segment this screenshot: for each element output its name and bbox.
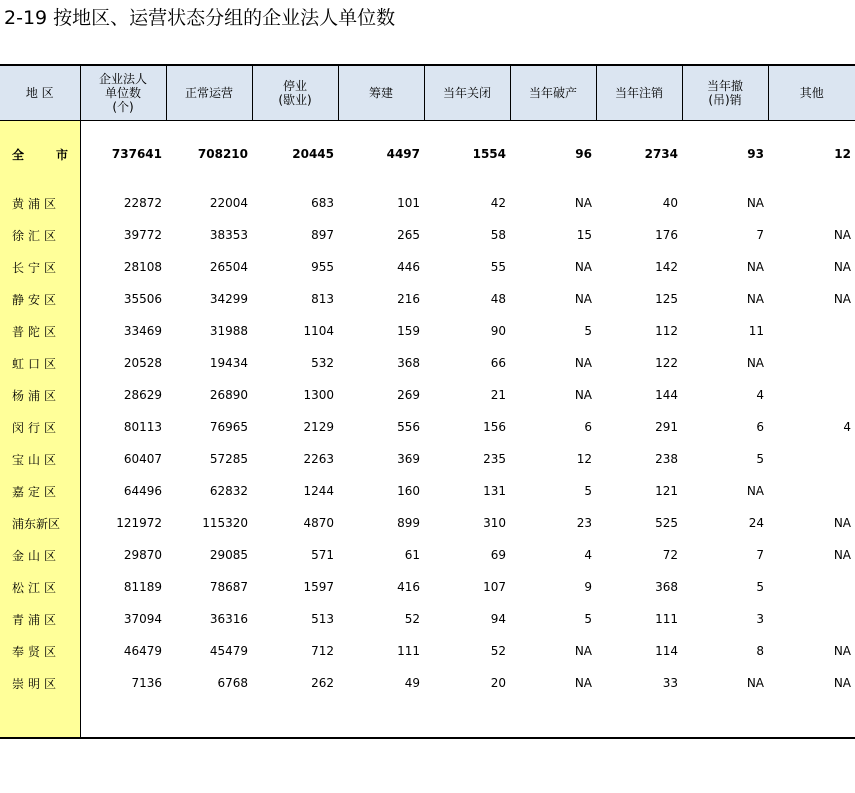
header-label: 当年破产 bbox=[528, 86, 577, 100]
value-cell: 28108 bbox=[123, 260, 162, 274]
value-cell: 7 bbox=[756, 548, 764, 562]
region-cell bbox=[0, 699, 80, 738]
value-cell: 5 bbox=[756, 580, 764, 594]
value-cell: 49 bbox=[404, 676, 420, 690]
value-cell: 3 bbox=[756, 612, 764, 626]
header-deregistered bbox=[596, 65, 682, 121]
value-cell: 26890 bbox=[209, 388, 248, 402]
value-cell: 737641 bbox=[111, 147, 162, 161]
value-cell: 28629 bbox=[123, 388, 162, 402]
value-cell: 121 bbox=[655, 484, 678, 498]
page-title: 2-19 按地区、运营状态分组的企业法人单位数 bbox=[4, 7, 396, 29]
region-cell: 宝山区 bbox=[0, 443, 80, 475]
value-cell: 24 bbox=[748, 516, 764, 530]
value-cell: 4 bbox=[756, 388, 764, 402]
table-row bbox=[0, 379, 855, 411]
value-cell bbox=[768, 603, 855, 635]
table-row bbox=[0, 475, 855, 507]
value-cell: NA bbox=[833, 644, 851, 658]
value-cell: 955 bbox=[311, 260, 334, 274]
header-closed bbox=[424, 65, 510, 121]
value-cell: 48 bbox=[490, 292, 506, 306]
region-cell: 静安区 bbox=[0, 283, 80, 315]
region-cell: 浦东新区 bbox=[0, 507, 80, 539]
value-cell: NA bbox=[833, 548, 851, 562]
value-cell bbox=[80, 699, 166, 738]
value-cell: 9 bbox=[584, 580, 592, 594]
value-cell: 262 bbox=[311, 676, 334, 690]
table-row bbox=[0, 635, 855, 667]
value-cell: 291 bbox=[655, 420, 678, 434]
value-cell: 121972 bbox=[116, 516, 162, 530]
value-cell: 369 bbox=[397, 452, 420, 466]
value-cell: NA bbox=[833, 260, 851, 274]
region-cell: 闵行区 bbox=[0, 411, 80, 443]
value-cell: 899 bbox=[397, 516, 420, 530]
value-cell: 42 bbox=[490, 196, 506, 210]
value-cell: 69 bbox=[490, 548, 506, 562]
value-cell: 513 bbox=[311, 612, 334, 626]
value-cell: 6768 bbox=[217, 676, 248, 690]
header-label: 地 区 bbox=[25, 86, 54, 100]
value-cell: 5 bbox=[584, 484, 592, 498]
value-cell: NA bbox=[574, 292, 592, 306]
region-cell: 青浦区 bbox=[0, 603, 80, 635]
table-row bbox=[0, 507, 855, 539]
value-cell: 93 bbox=[747, 147, 764, 161]
region-cell bbox=[0, 121, 80, 188]
value-cell: 368 bbox=[655, 580, 678, 594]
value-cell: 33469 bbox=[123, 324, 162, 338]
value-cell: 122 bbox=[655, 356, 678, 370]
value-cell: NA bbox=[746, 484, 764, 498]
value-cell bbox=[768, 187, 855, 219]
value-cell: 2263 bbox=[303, 452, 334, 466]
value-cell bbox=[768, 571, 855, 603]
value-cell: 26504 bbox=[209, 260, 248, 274]
region-label: 全 bbox=[12, 147, 25, 162]
region-cell: 黄浦区 bbox=[0, 187, 80, 219]
value-cell: 4 bbox=[584, 548, 592, 562]
value-cell: 101 bbox=[397, 196, 420, 210]
value-cell: 156 bbox=[483, 420, 506, 434]
value-cell: 34299 bbox=[209, 292, 248, 306]
value-cell: NA bbox=[574, 388, 592, 402]
value-cell: 1104 bbox=[303, 324, 334, 338]
value-cell: 39772 bbox=[123, 228, 162, 242]
value-cell: 7136 bbox=[131, 676, 162, 690]
value-cell: 29870 bbox=[123, 548, 162, 562]
value-cell: NA bbox=[574, 196, 592, 210]
value-cell: 4497 bbox=[386, 147, 420, 161]
value-cell: 1244 bbox=[303, 484, 334, 498]
header-preparing bbox=[338, 65, 424, 121]
value-cell: 310 bbox=[483, 516, 506, 530]
value-cell: NA bbox=[574, 356, 592, 370]
table-row bbox=[0, 667, 855, 699]
header-label: 正常运营 bbox=[184, 86, 233, 100]
value-cell: 36316 bbox=[209, 612, 248, 626]
value-cell: 683 bbox=[311, 196, 334, 210]
value-cell: 368 bbox=[397, 356, 420, 370]
value-cell: 23 bbox=[576, 516, 592, 530]
value-cell: 571 bbox=[311, 548, 334, 562]
region-label: 市 bbox=[56, 147, 69, 162]
region-cell: 虹口区 bbox=[0, 347, 80, 379]
region-cell: 杨浦区 bbox=[0, 379, 80, 411]
value-cell: 40 bbox=[662, 196, 678, 210]
value-cell: 94 bbox=[490, 612, 506, 626]
value-cell: 114 bbox=[655, 644, 678, 658]
table-row bbox=[0, 411, 855, 443]
value-cell: 20528 bbox=[123, 356, 162, 370]
value-cell: 64496 bbox=[123, 484, 162, 498]
value-cell bbox=[166, 699, 252, 738]
value-cell: 107 bbox=[483, 580, 506, 594]
data-table bbox=[0, 64, 855, 739]
value-cell: 2734 bbox=[644, 147, 678, 161]
region-cell: 奉贤区 bbox=[0, 635, 80, 667]
header-revoked bbox=[682, 65, 768, 121]
region-cell: 崇明区 bbox=[0, 667, 80, 699]
value-cell: NA bbox=[833, 228, 851, 242]
value-cell: 35506 bbox=[123, 292, 162, 306]
header-region bbox=[0, 65, 80, 121]
value-cell: 897 bbox=[311, 228, 334, 242]
header-label: 企业法人 单位数 (个) bbox=[98, 72, 147, 114]
value-cell: 216 bbox=[397, 292, 420, 306]
value-cell: 8 bbox=[756, 644, 764, 658]
value-cell: 61 bbox=[404, 548, 420, 562]
table-row bbox=[0, 315, 855, 347]
value-cell: 115320 bbox=[202, 516, 248, 530]
value-cell: 111 bbox=[397, 644, 420, 658]
value-cell: 6 bbox=[756, 420, 764, 434]
value-cell: NA bbox=[574, 644, 592, 658]
table-row bbox=[0, 251, 855, 283]
header-total-units bbox=[80, 65, 166, 121]
value-cell: 11 bbox=[748, 324, 764, 338]
value-cell: 1597 bbox=[303, 580, 334, 594]
value-cell: 111 bbox=[655, 612, 678, 626]
value-cell: 22872 bbox=[123, 196, 162, 210]
value-cell: NA bbox=[746, 292, 764, 306]
table-row bbox=[0, 283, 855, 315]
value-cell: 269 bbox=[397, 388, 420, 402]
header-label: 当年关闭 bbox=[442, 86, 491, 100]
header-row bbox=[0, 65, 855, 121]
table-row bbox=[0, 603, 855, 635]
header-label: 停业 (歇业) bbox=[278, 79, 312, 107]
value-cell: 813 bbox=[311, 292, 334, 306]
value-cell: 57285 bbox=[209, 452, 248, 466]
region-cell: 金山区 bbox=[0, 539, 80, 571]
value-cell: NA bbox=[574, 676, 592, 690]
value-cell: 52 bbox=[490, 644, 506, 658]
header-normal bbox=[166, 65, 252, 121]
table-row bbox=[0, 443, 855, 475]
header-label: 当年注销 bbox=[614, 86, 663, 100]
value-cell: 4 bbox=[843, 420, 851, 434]
value-cell: 15 bbox=[576, 228, 592, 242]
region-cell: 普陀区 bbox=[0, 315, 80, 347]
value-cell: 6 bbox=[584, 420, 592, 434]
value-cell: 21 bbox=[490, 388, 506, 402]
region-cell: 徐汇区 bbox=[0, 219, 80, 251]
header-label: 筹建 bbox=[368, 86, 393, 100]
value-cell bbox=[424, 699, 510, 738]
value-cell: 2129 bbox=[303, 420, 334, 434]
value-cell: 265 bbox=[397, 228, 420, 242]
value-cell: 45479 bbox=[209, 644, 248, 658]
region-cell: 松江区 bbox=[0, 571, 80, 603]
value-cell: 556 bbox=[397, 420, 420, 434]
value-cell: 131 bbox=[483, 484, 506, 498]
total-row bbox=[0, 121, 855, 188]
value-cell: 78687 bbox=[209, 580, 248, 594]
value-cell: 235 bbox=[483, 452, 506, 466]
value-cell: 1300 bbox=[303, 388, 334, 402]
value-cell: NA bbox=[746, 676, 764, 690]
table-row bbox=[0, 347, 855, 379]
value-cell: 12 bbox=[834, 147, 851, 161]
value-cell: NA bbox=[746, 260, 764, 274]
value-cell: 55 bbox=[490, 260, 506, 274]
value-cell: 66 bbox=[490, 356, 506, 370]
value-cell: 81189 bbox=[123, 580, 162, 594]
header-label: 当年撤 (吊)销 bbox=[706, 79, 743, 107]
value-cell bbox=[768, 315, 855, 347]
value-cell: 7 bbox=[756, 228, 764, 242]
value-cell: 144 bbox=[655, 388, 678, 402]
value-cell: 38353 bbox=[209, 228, 248, 242]
value-cell: 238 bbox=[655, 452, 678, 466]
value-cell: 62832 bbox=[209, 484, 248, 498]
value-cell: 37094 bbox=[123, 612, 162, 626]
value-cell: 20445 bbox=[292, 147, 334, 161]
value-cell: 46479 bbox=[123, 644, 162, 658]
value-cell: 5 bbox=[584, 324, 592, 338]
value-cell: 176 bbox=[655, 228, 678, 242]
value-cell bbox=[338, 699, 424, 738]
value-cell: 4870 bbox=[303, 516, 334, 530]
header-label: 其他 bbox=[799, 86, 824, 100]
value-cell: 416 bbox=[397, 580, 420, 594]
value-cell: 525 bbox=[655, 516, 678, 530]
value-cell bbox=[768, 699, 855, 738]
value-cell: 708210 bbox=[197, 147, 248, 161]
value-cell: 532 bbox=[311, 356, 334, 370]
value-cell bbox=[596, 699, 682, 738]
value-cell: 33 bbox=[662, 676, 678, 690]
value-cell: 5 bbox=[756, 452, 764, 466]
value-cell: 52 bbox=[404, 612, 420, 626]
table-row bbox=[0, 219, 855, 251]
value-cell: NA bbox=[833, 292, 851, 306]
value-cell: 712 bbox=[311, 644, 334, 658]
value-cell: 125 bbox=[655, 292, 678, 306]
region-cell: 长宁区 bbox=[0, 251, 80, 283]
value-cell: 12 bbox=[576, 452, 592, 466]
value-cell: NA bbox=[746, 356, 764, 370]
value-cell: 142 bbox=[655, 260, 678, 274]
value-cell: 60407 bbox=[123, 452, 162, 466]
table-row bbox=[0, 187, 855, 219]
value-cell: 31988 bbox=[209, 324, 248, 338]
value-cell: 29085 bbox=[209, 548, 248, 562]
header-bankrupt bbox=[510, 65, 596, 121]
value-cell bbox=[768, 379, 855, 411]
value-cell: 90 bbox=[490, 324, 506, 338]
value-cell: 96 bbox=[575, 147, 592, 161]
value-cell: NA bbox=[833, 676, 851, 690]
value-cell bbox=[768, 475, 855, 507]
value-cell: NA bbox=[833, 516, 851, 530]
table-row bbox=[0, 571, 855, 603]
region-cell: 嘉定区 bbox=[0, 475, 80, 507]
value-cell bbox=[682, 699, 768, 738]
value-cell bbox=[768, 347, 855, 379]
value-cell: 112 bbox=[655, 324, 678, 338]
value-cell: 20 bbox=[490, 676, 506, 690]
value-cell bbox=[252, 699, 338, 738]
value-cell: NA bbox=[574, 260, 592, 274]
table-row bbox=[0, 539, 855, 571]
value-cell: 58 bbox=[490, 228, 506, 242]
value-cell bbox=[510, 699, 596, 738]
value-cell: 19434 bbox=[209, 356, 248, 370]
value-cell: 76965 bbox=[209, 420, 248, 434]
value-cell: 22004 bbox=[209, 196, 248, 210]
value-cell: 446 bbox=[397, 260, 420, 274]
value-cell bbox=[768, 443, 855, 475]
value-cell: 5 bbox=[584, 612, 592, 626]
value-cell: 160 bbox=[397, 484, 420, 498]
value-cell: NA bbox=[746, 196, 764, 210]
header-other bbox=[768, 65, 855, 121]
value-cell: 159 bbox=[397, 324, 420, 338]
value-cell: 80113 bbox=[123, 420, 162, 434]
value-cell: 1554 bbox=[472, 147, 506, 161]
header-suspended bbox=[252, 65, 338, 121]
table-footer-spacer bbox=[0, 699, 855, 738]
value-cell: 72 bbox=[662, 548, 678, 562]
